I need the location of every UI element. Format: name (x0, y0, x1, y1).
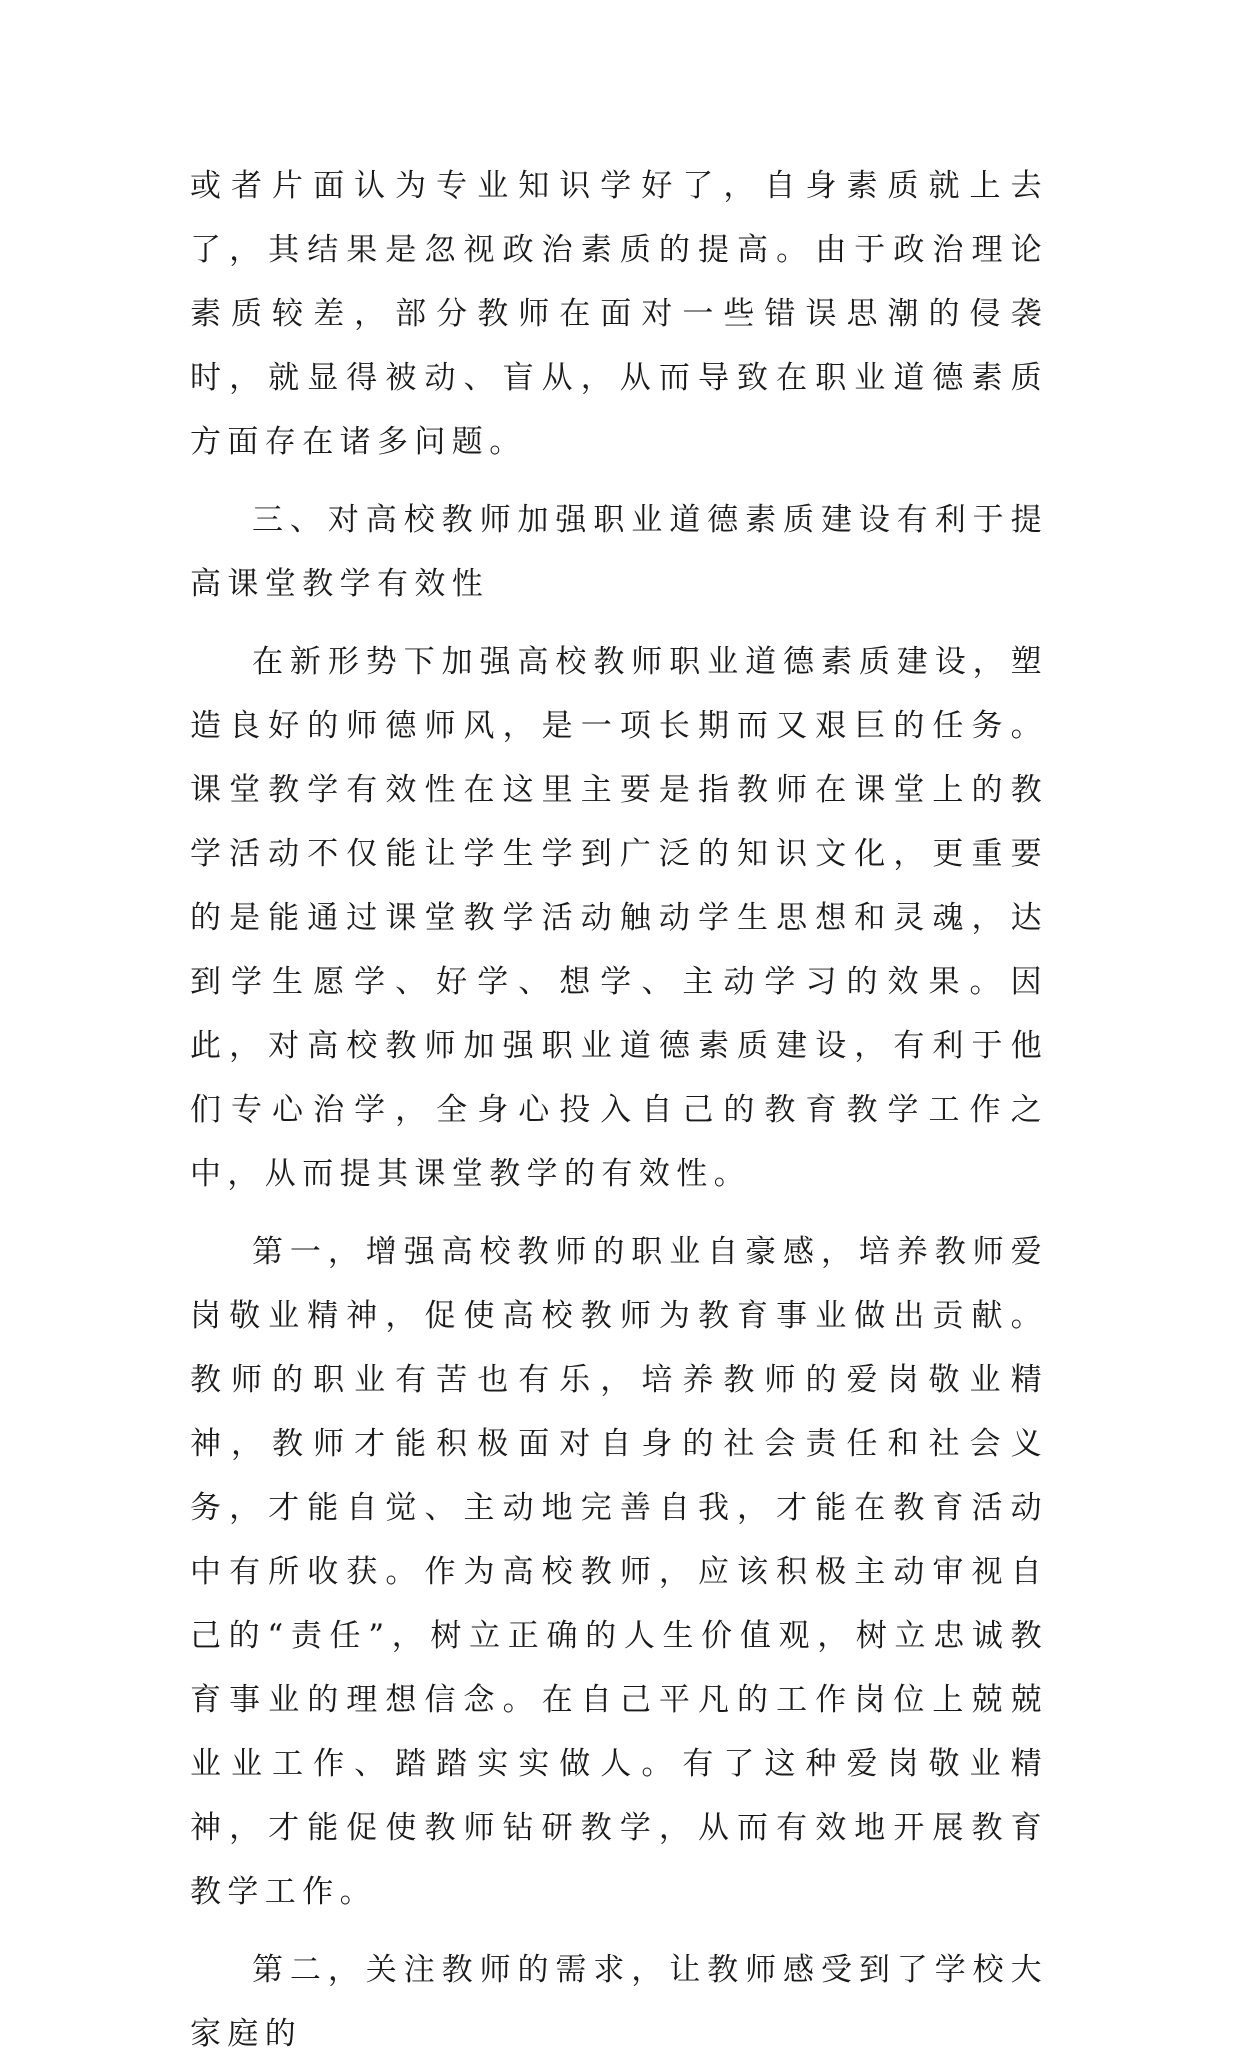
paragraph-intro: 在新形势下加强高校教师职业道德素质建设，塑造良好的师德师风，是一项长期而又艰巨的任务。课堂教学有效性在这里主要是指教师在课堂上的教学活动不仅能让学生学到广泛的知识文化，更重要的是能通过课堂教学活动触动学生思想和灵魂，达到学生愿学、好学、想学、主动学习的效果。因此，对高校教师加强职业道德素质建设，有利于他们专心治学，全身心投入自己的教育教学工作之中，从而提其课堂教学的有效性。 (190, 644, 1048, 1192)
paragraph-point-two: 第二，关注教师的需求，让教师感受到了学校大家庭的 (190, 1952, 1048, 2052)
paragraph-point-one: 第一，增强高校教师的职业自豪感，培养教师爱岗敬业精神，促使高校教师为教育事业做出贡献。教师的职业有苦也有乐，培养教师的爱岗敬业精神，教师才能积极面对自身的社会责任和社会义务，才能自觉、主动地完善自我，才能在教育活动中有所收获。作为高校教师，应该积极主动审视自己的“责任”，树立正确的人生价值观，树立忠诚教育事业的理想信念。在自己平凡的工作岗位上兢兢业业工作、踏踏实实做人。有了这种爱岗敬业精神，才能促使教师钻研教学，从而有效地开展教育教学工作。 (190, 1234, 1048, 1910)
paragraph-continuation: 或者片面认为专业知识学好了，自身素质就上去了，其结果是忽视政治素质的提高。由于政治理论素质较差，部分教师在面对一些错误思潮的侵袭时，就显得被动、盲从，从而导致在职业道德素质方面存在诸多问题。 (190, 168, 1048, 460)
section-heading: 三、对高校教师加强职业道德素质建设有利于提高课堂教学有效性 (190, 502, 1048, 602)
document-body (190, 154, 1048, 2066)
